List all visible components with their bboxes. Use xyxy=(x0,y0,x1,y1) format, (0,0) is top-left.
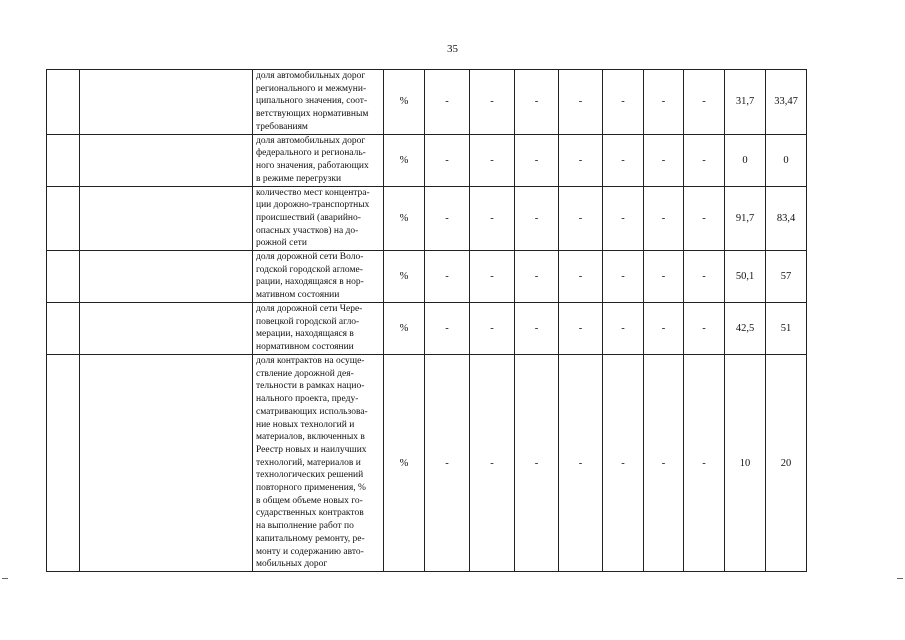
year-value-cell: - xyxy=(559,134,603,186)
value-cell: 33,47 xyxy=(766,70,807,135)
indicator-name-cell xyxy=(253,70,384,135)
table-row xyxy=(47,70,807,135)
indicator-name-line: нального проекта, преду- xyxy=(256,394,359,405)
year-value-cell: - xyxy=(425,70,470,135)
indicator-name-line: годской городской агломе- xyxy=(256,264,363,275)
indicator-name-line: сматривающих использова- xyxy=(256,406,368,417)
value-cell: 0 xyxy=(766,134,807,186)
indicators-table xyxy=(46,69,807,572)
indicator-name-cell xyxy=(253,355,384,572)
year-value-cell: - xyxy=(470,134,515,186)
value-cell: 10 xyxy=(725,355,766,572)
unit-cell: % xyxy=(384,355,425,572)
value-cell: 20 xyxy=(766,355,807,572)
year-value-cell: - xyxy=(684,251,725,303)
year-value-cell: - xyxy=(425,251,470,303)
value-cell: 42,5 xyxy=(725,303,766,355)
year-value-cell: - xyxy=(515,355,559,572)
indicator-name-line: рожной сети xyxy=(256,238,307,249)
value-cell: 50,1 xyxy=(725,251,766,303)
index-cell xyxy=(47,303,80,355)
indicator-name-line: в режиме перегрузки xyxy=(256,173,342,184)
indicator-name-line: ние новых технологий и xyxy=(256,419,355,430)
indicator-name-line: федерального и региональ- xyxy=(256,148,366,159)
year-value-cell: - xyxy=(644,355,684,572)
year-value-cell: - xyxy=(603,355,644,572)
value-cell: 83,4 xyxy=(766,186,807,251)
indicator-name-line: в общем объеме новых го- xyxy=(256,495,363,506)
index-cell xyxy=(47,186,80,251)
indicator-name-line: ствление дорожной дея- xyxy=(256,368,354,379)
program-cell xyxy=(80,70,253,135)
value-cell: 57 xyxy=(766,251,807,303)
indicator-name-cell xyxy=(253,134,384,186)
page-number: 35 xyxy=(447,43,458,55)
year-value-cell: - xyxy=(684,355,725,572)
indicator-name-line: повторного применения, % xyxy=(256,483,366,494)
year-value-cell: - xyxy=(644,70,684,135)
indicator-name-line: ципального значения, соот- xyxy=(256,96,368,107)
indicator-name-line: технологических решений xyxy=(256,470,364,481)
indicator-name-line: мерации, находящаяся в xyxy=(256,329,354,340)
program-cell xyxy=(80,303,253,355)
indicator-name-cell xyxy=(253,186,384,251)
year-value-cell: - xyxy=(559,70,603,135)
year-value-cell: - xyxy=(559,303,603,355)
program-cell xyxy=(80,186,253,251)
program-cell xyxy=(80,134,253,186)
year-value-cell: - xyxy=(603,186,644,251)
year-value-cell: - xyxy=(425,355,470,572)
program-cell xyxy=(80,355,253,572)
indicator-name-line: регионального и межмуни- xyxy=(256,83,367,94)
indicator-name-line: сударственных контрактов xyxy=(256,508,364,519)
indicator-name-cell xyxy=(253,303,384,355)
year-value-cell: - xyxy=(470,251,515,303)
year-value-cell: - xyxy=(559,251,603,303)
year-value-cell: - xyxy=(684,303,725,355)
indicator-name-line: мативном состоянии xyxy=(256,290,340,301)
indicator-name-line: доля дорожной сети Чере- xyxy=(256,304,363,315)
year-value-cell: - xyxy=(425,186,470,251)
year-value-cell: - xyxy=(644,186,684,251)
indicator-name-line: требованиям xyxy=(256,121,308,132)
unit-cell: % xyxy=(384,303,425,355)
indicator-name-line: повецкой городской агло- xyxy=(256,316,360,327)
year-value-cell: - xyxy=(603,134,644,186)
year-value-cell: - xyxy=(515,134,559,186)
table-row xyxy=(47,251,807,303)
year-value-cell: - xyxy=(603,251,644,303)
year-value-cell: - xyxy=(470,186,515,251)
indicator-name-line: доля автомобильных дорог xyxy=(256,71,366,81)
year-value-cell: - xyxy=(684,186,725,251)
indicator-name-line: доля дорожной сети Воло- xyxy=(256,252,364,263)
unit-cell: % xyxy=(384,186,425,251)
indicator-name-line: ного значения, работающих xyxy=(256,160,369,171)
index-cell xyxy=(47,251,80,303)
indicator-name-line: опасных участков) на до- xyxy=(256,225,359,236)
indicator-name-line: тельности в рамках нацио- xyxy=(256,381,365,392)
year-value-cell: - xyxy=(425,303,470,355)
value-cell: 91,7 xyxy=(725,186,766,251)
indicator-name-cell xyxy=(253,251,384,303)
value-cell: 51 xyxy=(766,303,807,355)
indicator-name-line: доля автомобильных дорог xyxy=(256,135,366,146)
indicator-name-line: материалов, включенных в xyxy=(256,432,365,443)
table-row xyxy=(47,186,807,251)
indicator-name-line: монту и содержанию авто- xyxy=(256,546,364,557)
unit-cell: % xyxy=(384,70,425,135)
unit-cell: % xyxy=(384,251,425,303)
indicator-name-line: происшествий (аварийно- xyxy=(256,212,361,223)
indicator-name-line: Реестр новых и наилучших xyxy=(256,444,367,455)
year-value-cell: - xyxy=(684,70,725,135)
indicator-name-line: нормативном состоянии xyxy=(256,342,354,353)
year-value-cell: - xyxy=(603,70,644,135)
year-value-cell: - xyxy=(559,355,603,572)
year-value-cell: - xyxy=(515,186,559,251)
index-cell xyxy=(47,70,80,135)
right-edge-mark xyxy=(897,578,903,579)
value-cell: 31,7 xyxy=(725,70,766,135)
year-value-cell: - xyxy=(644,303,684,355)
value-cell: 0 xyxy=(725,134,766,186)
index-cell xyxy=(47,355,80,572)
year-value-cell: - xyxy=(644,134,684,186)
indicator-name-line: мобильных дорог xyxy=(256,559,328,570)
year-value-cell: - xyxy=(470,303,515,355)
indicator-name-line: технологий, материалов и xyxy=(256,457,361,468)
year-value-cell: - xyxy=(425,134,470,186)
index-cell xyxy=(47,134,80,186)
indicator-name-line: ветствующих нормативным xyxy=(256,109,369,120)
year-value-cell: - xyxy=(470,355,515,572)
table-row xyxy=(47,355,807,572)
indicator-name-line: на выполнение работ по xyxy=(256,521,354,532)
year-value-cell: - xyxy=(515,303,559,355)
table-body xyxy=(47,70,807,572)
year-value-cell: - xyxy=(515,251,559,303)
indicator-name-line: ции дорожно-транспортных xyxy=(256,200,370,211)
year-value-cell: - xyxy=(515,70,559,135)
indicator-name-line: рации, находящаяся в нор- xyxy=(256,277,364,288)
indicator-name-line: капитальному ремонту, ре- xyxy=(256,533,365,544)
year-value-cell: - xyxy=(603,303,644,355)
year-value-cell: - xyxy=(559,186,603,251)
indicator-name-line: количество мест концентра- xyxy=(256,187,370,198)
indicator-name-line: доля контрактов на осуще- xyxy=(256,356,365,367)
program-cell xyxy=(80,251,253,303)
left-edge-mark xyxy=(2,578,8,579)
table-row xyxy=(47,303,807,355)
year-value-cell: - xyxy=(684,134,725,186)
year-value-cell: - xyxy=(470,70,515,135)
table-row xyxy=(47,134,807,186)
year-value-cell: - xyxy=(644,251,684,303)
unit-cell: % xyxy=(384,134,425,186)
